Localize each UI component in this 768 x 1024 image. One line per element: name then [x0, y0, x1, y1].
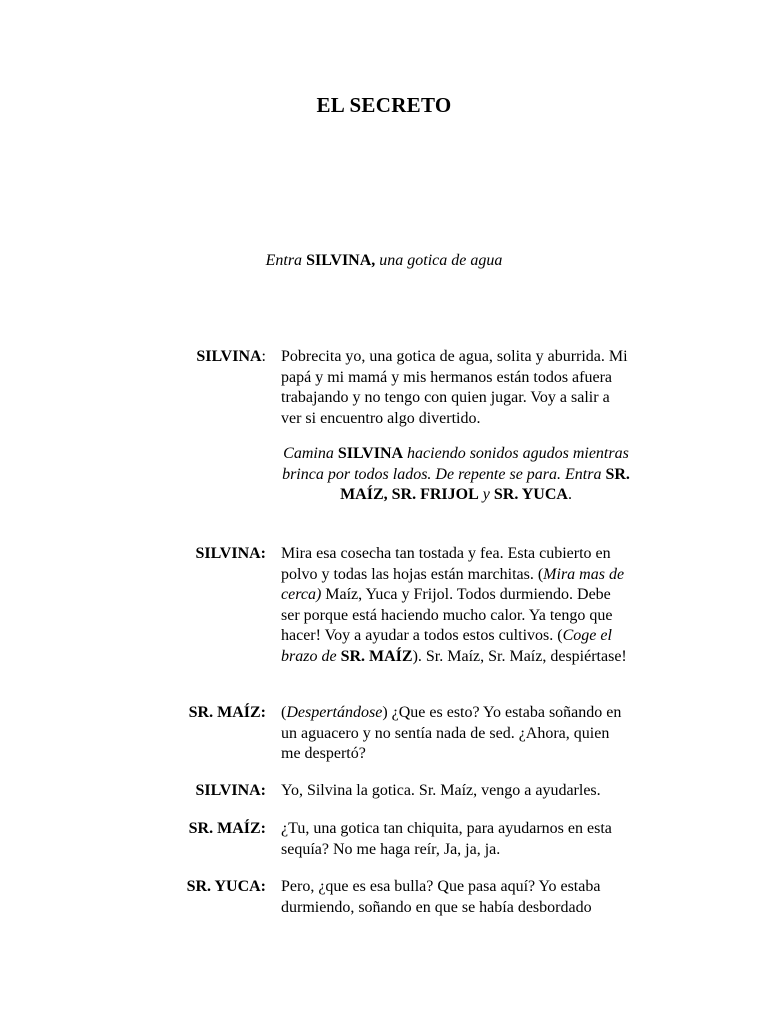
speech-text: Mira esa cosecha tan tostada y fea. Esta cubierto en polvo y todas las hojas están marchitas. (Mira mas de cerca) Maíz, Yuca y Frijol. Todos durmiendo. Debe ser porque está haciendo mucho calor. Ya tengo que hacer! Voy a ayudar a todos estos cultivos. (Coge el brazo de SR. MAÍZ). Sr. Maíz, Sr. Maíz, despiértase!	[281, 545, 627, 665]
speech-text: ¿Tu, una gotica tan chiquita, para ayudarnos en esta sequía? No me haga reír, Ja, ja, ja.	[281, 820, 612, 858]
stage-direction-text: Camina SILVINA haciendo sonidos agudos mientras brinca por todos lados. De repente se para. Entra SR. MAÍZ, SR. FRIJOL y SR. YUCA.	[282, 445, 630, 503]
speech-text: (Despertándose) ¿Que es esto? Yo estaba soñando en un aguacero y no sentía nada de sed. ¿Ahora, quien me despertó?	[281, 704, 622, 762]
speech-text: Yo, Silvina la gotica. Sr. Maíz, vengo a ayudarles.	[281, 782, 601, 799]
speech-text: Pobrecita yo, una gotica de agua, solita y aburrida. Mi papá y mi mamá y mis hermanos están todos afuera trabajando y no tengo con quien jugar. Voy a salir a ver si encuentro algo divertido.	[281, 348, 628, 427]
speech-text: Pero, ¿que es esa bulla? Que pasa aquí? Yo estaba durmiendo, soñando en que se había desbordado	[281, 878, 601, 916]
speaker-name: SILVINA:	[195, 782, 266, 799]
entrance-verb: Entra	[265, 252, 303, 269]
page-title: EL SECRETO	[316, 93, 452, 117]
entrance-direction	[0, 252, 768, 270]
speaker-name: SR. MAÍZ:	[188, 704, 266, 721]
speaker-name: SILVINA:	[196, 348, 266, 365]
speaker-name: SILVINA:	[195, 545, 266, 562]
entrance-description: una gotica de agua	[379, 252, 503, 269]
speaker-name: SR. MAÍZ:	[188, 820, 266, 837]
speaker-name: SR. YUCA:	[186, 878, 266, 895]
entrance-character: SILVINA,	[306, 252, 376, 269]
